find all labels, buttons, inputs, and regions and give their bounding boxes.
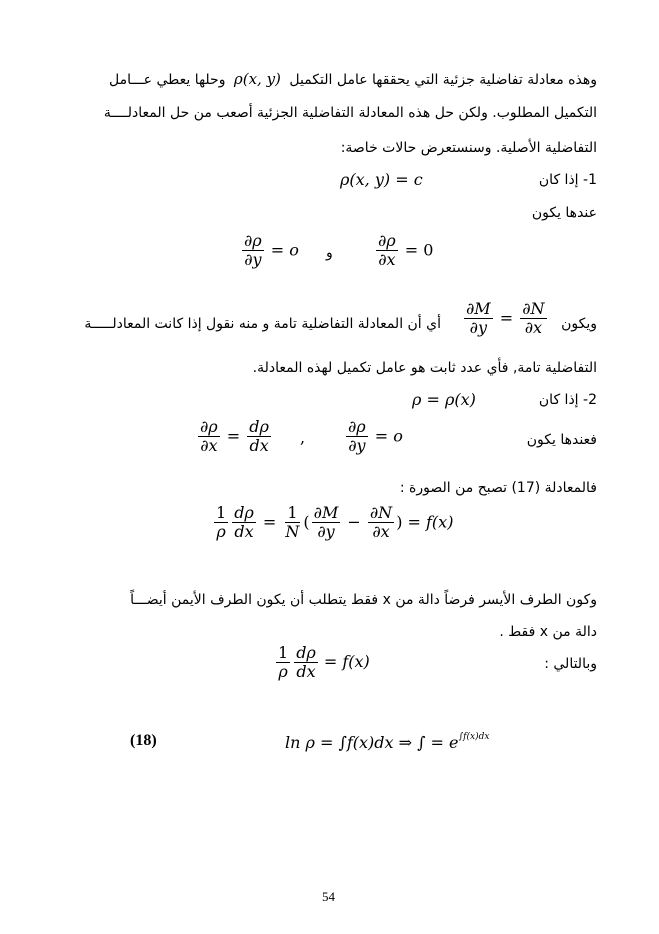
case1-result-mid: أي أن المعادلة التفاضلية تامة و منه نقول إذا كانت المعادلـــــة: [84, 316, 441, 332]
para1-line3: التفاضلية الأصلية. وسنستعرض حالات خاصة:: [340, 140, 597, 156]
case2-condition: ρ = ρ(x): [412, 390, 476, 409]
case1-eq-right: $\frac{\partial\rho}{\partial x}$ = 0: [378, 231, 434, 270]
simplified-eq-rhs: = f(x): [323, 652, 370, 672]
eq17-rhs: = f(x): [407, 512, 454, 532]
case2-eq-right: $\frac{\partial\rho}{\partial y}$ = o: [348, 417, 403, 456]
equation-number-18: (18): [130, 732, 157, 749]
case2-comma: ,: [300, 428, 306, 447]
eq17-formula: $\frac{1}{\rho}$ $\frac{d\rho}{dx}$ = $\frac{1}{N}$ ( $\frac{\partial M}{\partial y}$ − $\frac{\partial N}{\partial x}$ ) = f(x): [216, 503, 454, 542]
case1-result-line2: التفاضلية تامة, فأي عدد ثابت هو عامل تكميل لهذه المعادلة.: [252, 360, 597, 376]
page-number: 54: [322, 889, 335, 904]
case1-condition: ρ(x, y) = c: [340, 170, 423, 189]
note-line2: دالة من x فقط .: [499, 624, 597, 640]
and-so: وبالتالي :: [544, 656, 597, 672]
eq17-intro: فالمعادلة (17) تصبح من الصورة :: [399, 480, 597, 496]
para1-line2: التكميل المطلوب. ولكن حل هذه المعادلة التفاضلية الجزئية أصعب من حل المعادلــــة: [103, 105, 597, 121]
case1-then: عندها يكون: [531, 205, 597, 221]
equation-18: [285, 732, 489, 752]
case1-conj: و: [326, 245, 333, 261]
para1-line1-part2: وحلها يعطي عـــامل: [108, 72, 226, 88]
equation-18-formula: ln ρ = ∫f(x)dx ⇒ ∫ = e: [285, 733, 459, 752]
equation-18-exponent: ∫f(x)dx: [458, 732, 490, 742]
rho-xy: ρ(x, y): [233, 70, 281, 88]
simplified-eq: $\frac{1}{\rho}$ $\frac{d\rho}{dx}$ = f(x): [278, 643, 370, 682]
case1-eq-left: $\frac{\partial\rho}{\partial y}$ = o: [244, 231, 299, 270]
para1-line1-part1: وهذه معادلة تفاضلية جزئية التي يحققها عامل التكميل: [289, 72, 597, 88]
case2-eq-left: $\frac{\partial\rho}{\partial x}$ = $\frac{d\rho}{dx}$: [200, 417, 269, 456]
case1-exactness: $\frac{\partial M}{\partial y}$ = $\frac{\partial N}{\partial x}$: [466, 299, 545, 338]
case1-label: 1- إذا كان: [538, 172, 597, 188]
case2-label: 2- إذا كان: [538, 392, 597, 408]
case2-then: فعندها يكون: [526, 432, 597, 448]
case1-result-pre: ويكون: [561, 316, 597, 332]
para1-line1: [109, 70, 597, 88]
note-line1: وكون الطرف الأيسر فرضاً دالة من x فقط يتطلب أن يكون الطرف الأيمن أيضـــاً: [130, 592, 597, 608]
